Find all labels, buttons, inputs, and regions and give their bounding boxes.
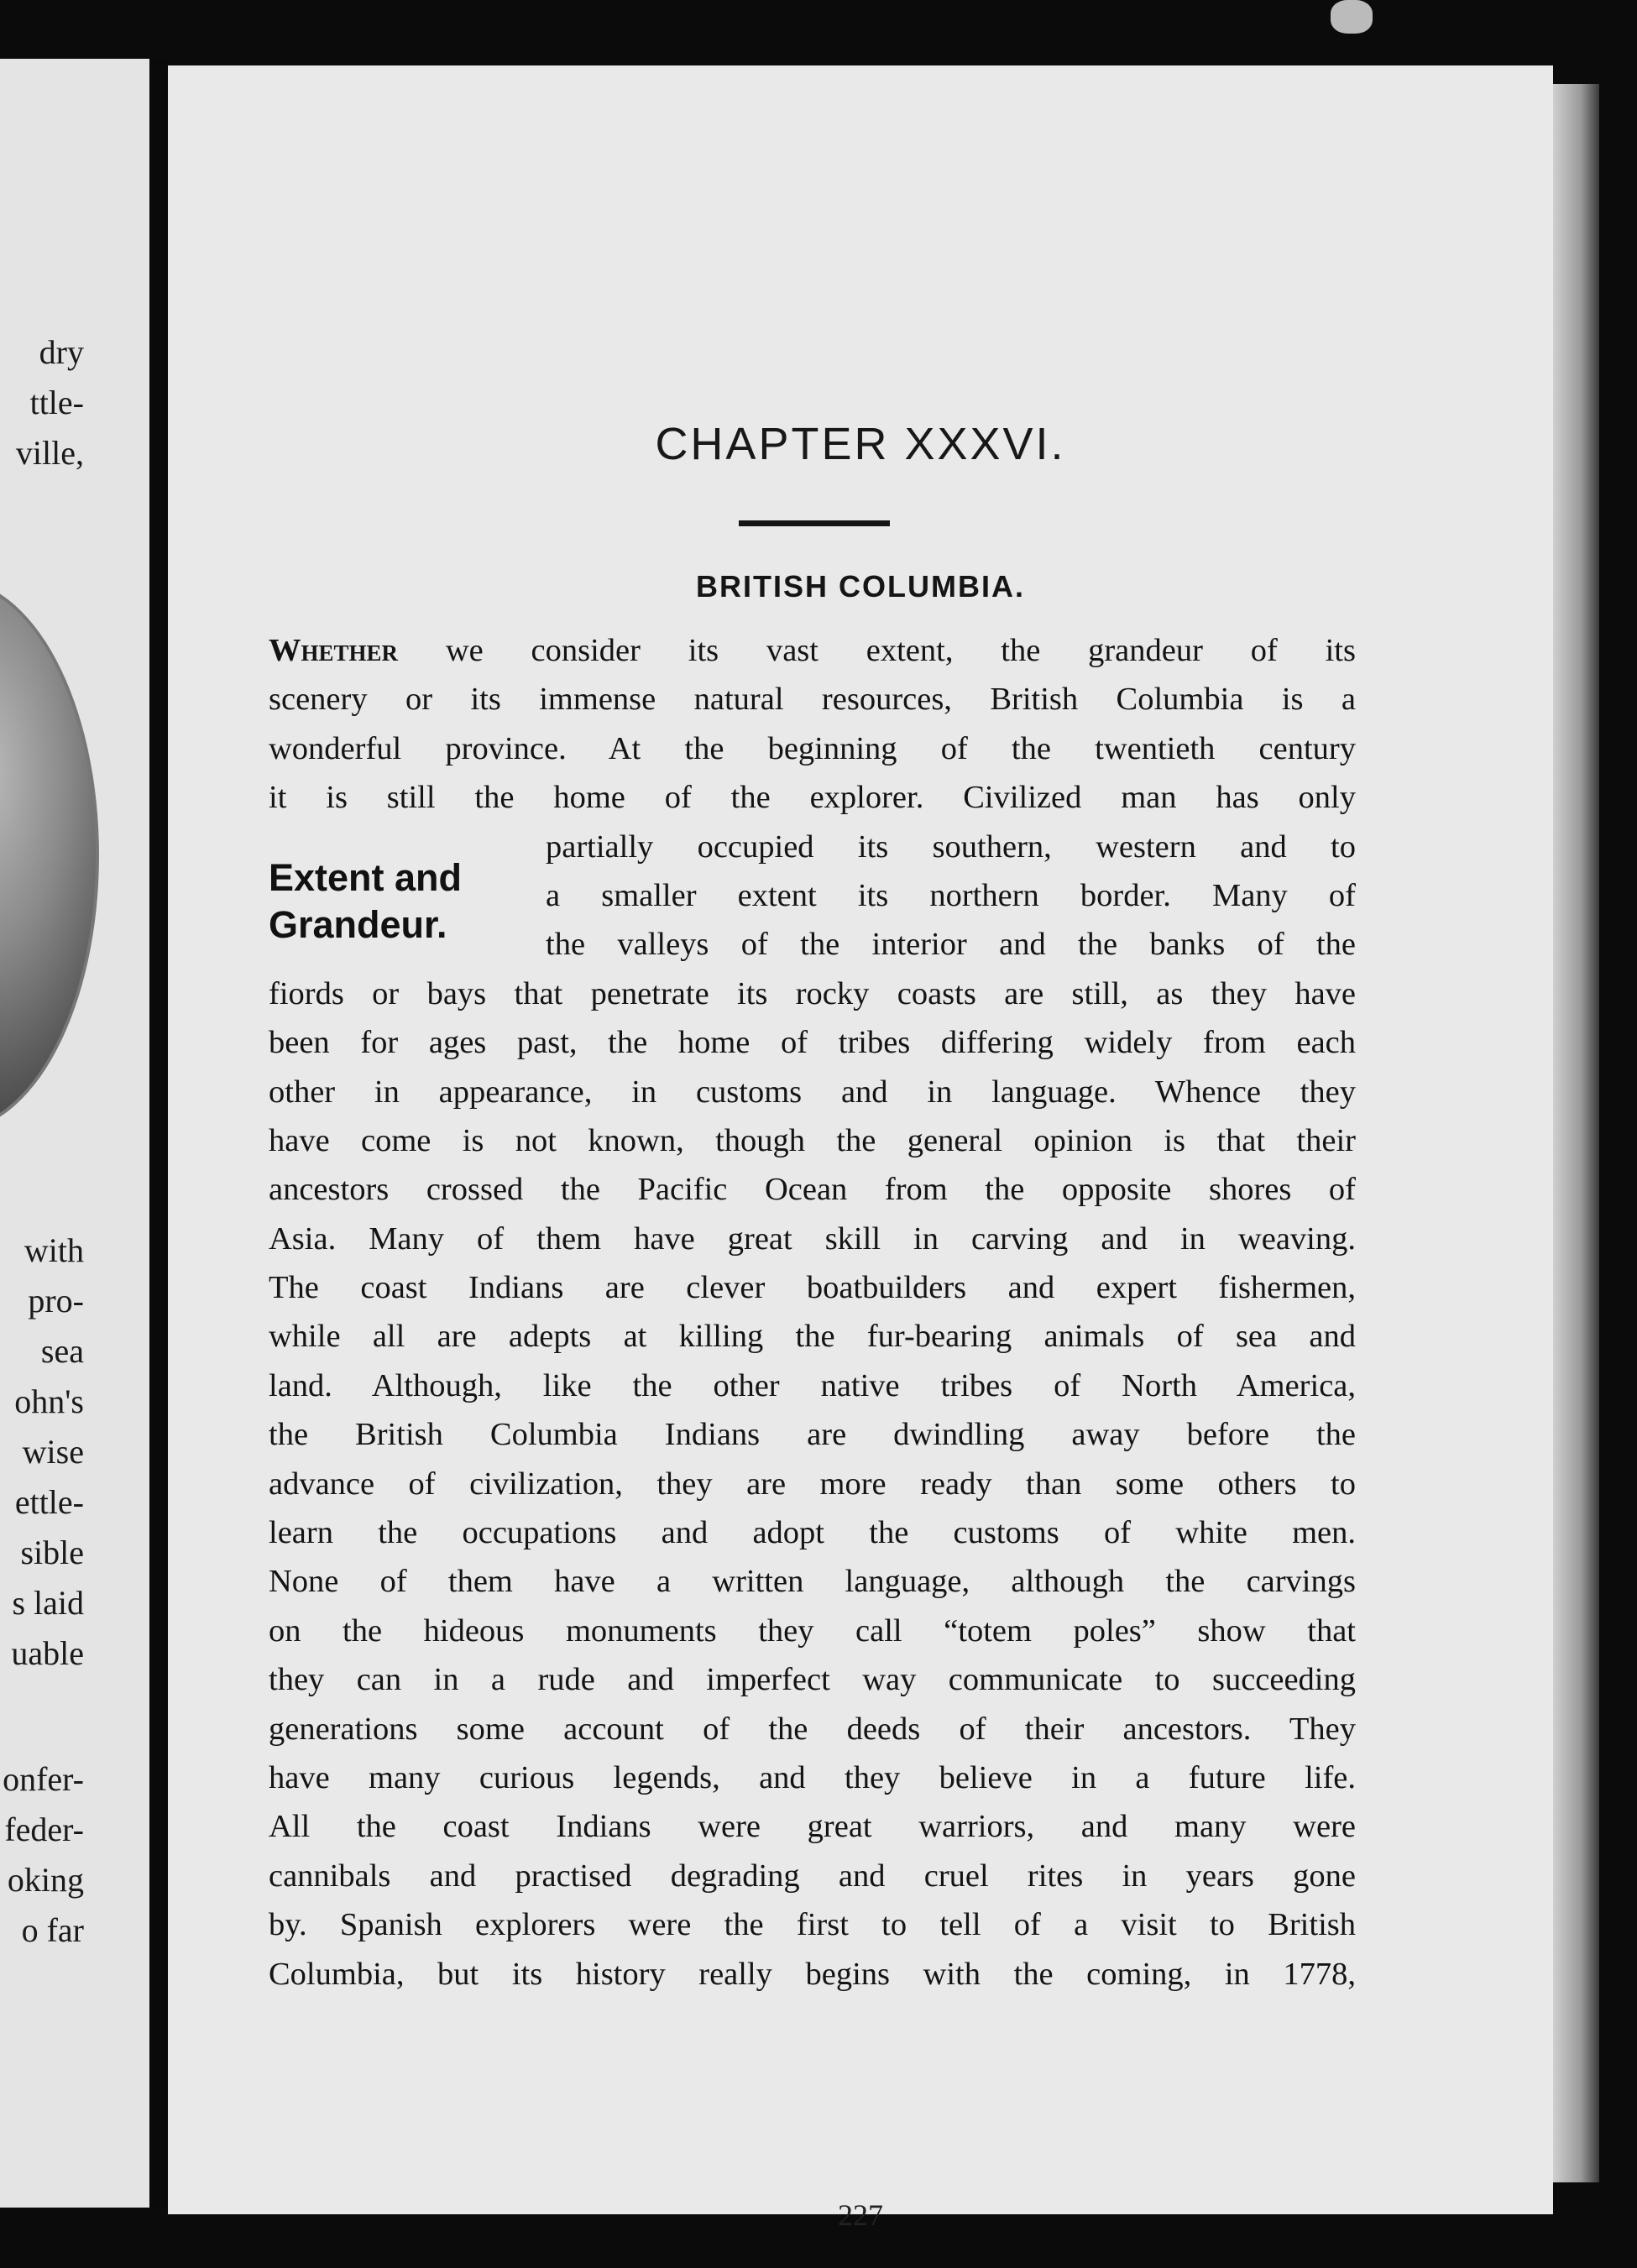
facing-page-fragment	[0, 59, 152, 2208]
text-line: cannibals and practised degrading and cruel rites in years gone	[269, 1858, 1356, 1894]
text-line: land. Although, like the other native tribes of North America,	[269, 1367, 1356, 1403]
heading-divider	[739, 520, 890, 526]
text-line: the British Columbia Indians are dwindling away before the	[269, 1417, 1356, 1453]
fragment-text: oking	[7, 1861, 84, 1899]
text-line: they can in a rude and imperfect way communicate to succeeding	[269, 1662, 1356, 1698]
text-line: it is still the home of the explorer. Civilized man has only	[269, 780, 1356, 816]
text-line: scenery or its immense natural resources, British Columbia is a	[269, 682, 1356, 718]
fragment-text: feder-	[4, 1811, 84, 1848]
book-page	[168, 65, 1553, 2232]
text-line: been for ages past, the home of tribes differing widely from each	[269, 1025, 1356, 1061]
fragment-text: ttle-	[29, 384, 84, 421]
fragment-text: dry	[39, 333, 84, 371]
section-title: BRITISH COLUMBIA.	[696, 569, 1025, 604]
text-line: a smaller extent its northern border. Many of	[546, 877, 1356, 913]
body-paragraph	[269, 626, 1356, 1999]
text-line: Asia. Many of them have great skill in carving and in weaving.	[269, 1220, 1356, 1257]
text-line: None of them have a written language, although the carvings	[269, 1564, 1356, 1600]
chapter-heading: CHAPTER XXXVI.	[655, 419, 1066, 469]
text-line: on the hideous monuments they call “totem poles” show that	[269, 1612, 1356, 1649]
page-edge	[1553, 84, 1599, 2182]
text-line: while all are adepts at killing the fur-bearing animals of sea and	[269, 1319, 1356, 1355]
text-line: partially occupied its southern, western and to	[546, 828, 1356, 865]
text-line: the valleys of the interior and the banks of the	[546, 927, 1356, 963]
drop-word: Whether	[269, 633, 399, 668]
text-line: ancestors crossed the Pacific Ocean from the opposite shores of	[269, 1172, 1356, 1208]
text-line: by. Spanish explorers were the first to tell of a visit to British	[269, 1907, 1356, 1943]
book-gutter	[149, 59, 168, 2208]
text-line: The coast Indians are clever boatbuilders and expert fishermen,	[269, 1270, 1356, 1306]
text-line: have come is not known, though the general opinion is that their	[269, 1122, 1356, 1158]
fragment-text: with	[24, 1231, 84, 1269]
oval-photograph	[0, 579, 99, 1131]
fragment-text: o far	[21, 1911, 84, 1949]
scan-artifact	[1331, 0, 1373, 34]
text-line: learn the occupations and adopt the customs of white men.	[269, 1515, 1356, 1551]
fragment-text: sible	[20, 1534, 84, 1571]
text-line: All the coast Indians were great warriors, and many were	[269, 1809, 1356, 1845]
text-line: wonderful province. At the beginning of the twentieth century	[269, 730, 1356, 766]
text-line-rest: we consider its vast extent, the grandeur of its	[398, 633, 1356, 668]
page-number: 227	[838, 2198, 883, 2232]
text-line: other in appearance, in customs and in language. Whence they	[269, 1074, 1356, 1110]
fragment-text: ettle-	[14, 1483, 84, 1521]
text-line: have many curious legends, and they believe in a future life.	[269, 1759, 1356, 1795]
text-line: fiords or bays that penetrate its rocky coasts are still, as they have	[269, 975, 1356, 1011]
fragment-text: s laid	[12, 1584, 84, 1622]
sidenote-line: Extent and	[269, 856, 463, 899]
fragment-text: sea	[40, 1332, 84, 1370]
fragment-text: onfer-	[3, 1760, 84, 1798]
text-line: generations some account of the deeds of their ancestors. They	[269, 1711, 1356, 1747]
text-line	[269, 626, 1356, 675]
text-line: Columbia, but its history really begins with the coming, in 1778,	[269, 1956, 1356, 1992]
text-line: advance of civilization, they are more ready than some others to	[269, 1466, 1356, 1502]
fragment-text: ohn's	[14, 1382, 84, 1420]
fragment-text: ville,	[15, 434, 84, 472]
fragment-text: wise	[22, 1433, 84, 1471]
fragment-text: uable	[11, 1634, 84, 1672]
sidenote-line: Grandeur.	[269, 903, 447, 946]
fragment-text: pro-	[28, 1282, 84, 1320]
